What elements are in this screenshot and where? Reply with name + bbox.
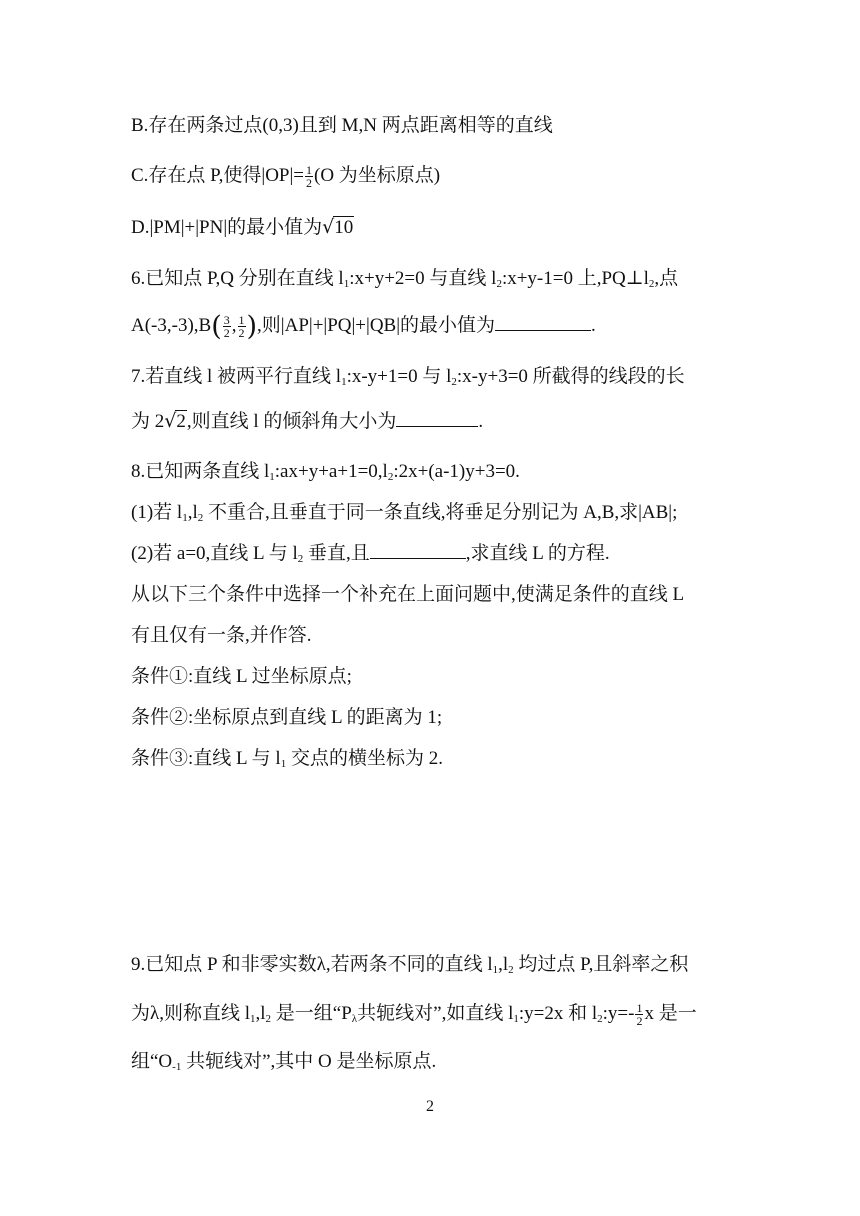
fraction: $\frac{1}{2}$ (306, 163, 312, 190)
q8-choose-line2: 有且仅有一条,并作答. (131, 625, 312, 646)
q8-part1: (1)若 $l_1,l_2$ 不重合,且垂直于同一条直线,将垂足分别记为 A,B,求|AB|; (131, 502, 678, 524)
fraction: $\frac{1}{2}$ (636, 1001, 643, 1028)
page-number: 2 (426, 1098, 434, 1115)
q8-condition3: 条件③:直线 L 与 $l_1$ 交点的横坐标为 2. (131, 748, 443, 770)
q6-line2: A(-3,-3),B( $\frac{3}{2}$ , $\frac{1}{2}$ ),则|AP|+|PQ|+|QB|的最小值为 . (131, 311, 596, 342)
q8-choose-line1: 从以下三个条件中选择一个补充在上面问题中,使满足条件的直线 L (131, 584, 685, 605)
answer-blank[interactable] (495, 329, 591, 331)
sqrt-expression: √2 (164, 410, 186, 432)
q8-condition2: 条件②:坐标原点到直线 L 的距离为 1; (131, 707, 443, 728)
q7-line1: 7.若直线 l 被两平行直线 $l_1:x-y+1=0$ 与 $l_2:x-y+3=0$ 所截得的线段的长 (131, 366, 685, 388)
q8-condition1: 条件①:直线 L 过坐标原点; (131, 666, 352, 687)
sqrt-expression: √10 (322, 216, 354, 238)
q9-line2: 为λ,则称直线 $l_1,l_2$ 是一组“$P_\lambda$共轭线对”,如直线 $l_1:y=2x$ 和 $l_2:y=-$ $\frac{1}{2}$ x 是一 (131, 1001, 697, 1028)
q5-option-c: C.存在点 P,使得|OP|= $\frac{1}{2}$ (O 为坐标原点) (131, 163, 441, 190)
fraction: $\frac{3}{2}$ (223, 313, 230, 340)
answer-blank[interactable] (370, 557, 466, 559)
q7-line2: 为 2√2,则直线 l 的倾斜角大小为 . (131, 410, 484, 432)
q5-option-d: D.|PM|+|PN|的最小值为√10 (131, 216, 354, 238)
q9-line1: 9.已知点 P 和非零实数λ,若两条不同的直线 $l_1,l_2$ 均过点 P,且斜率之积 (131, 954, 689, 976)
q9-line3: 组“$O_{-1}$ 共轭线对”,其中 O 是坐标原点. (131, 1051, 437, 1073)
q8-line1: 8.已知两条直线 $l_1:ax+y+a+1=0,l_2:2x+(a-1)y+3=0$. (131, 461, 520, 483)
q8-part2: (2)若 a=0,直线 L 与 $l_2$ 垂直,且 ,求直线 L 的方程. (131, 543, 610, 565)
q5-option-b: B.存在两条过点(0,3)且到 M,N 两点距离相等的直线 (131, 115, 553, 136)
fraction: $\frac{1}{2}$ (238, 313, 245, 340)
answer-blank[interactable] (396, 425, 478, 427)
q6-line1: 6.已知点 P,Q 分别在直线 $l_1:x+y+2=0$ 与直线 $l_2:x+y-1=0$ 上$,PQ\perp l_2$,点 (131, 268, 679, 290)
